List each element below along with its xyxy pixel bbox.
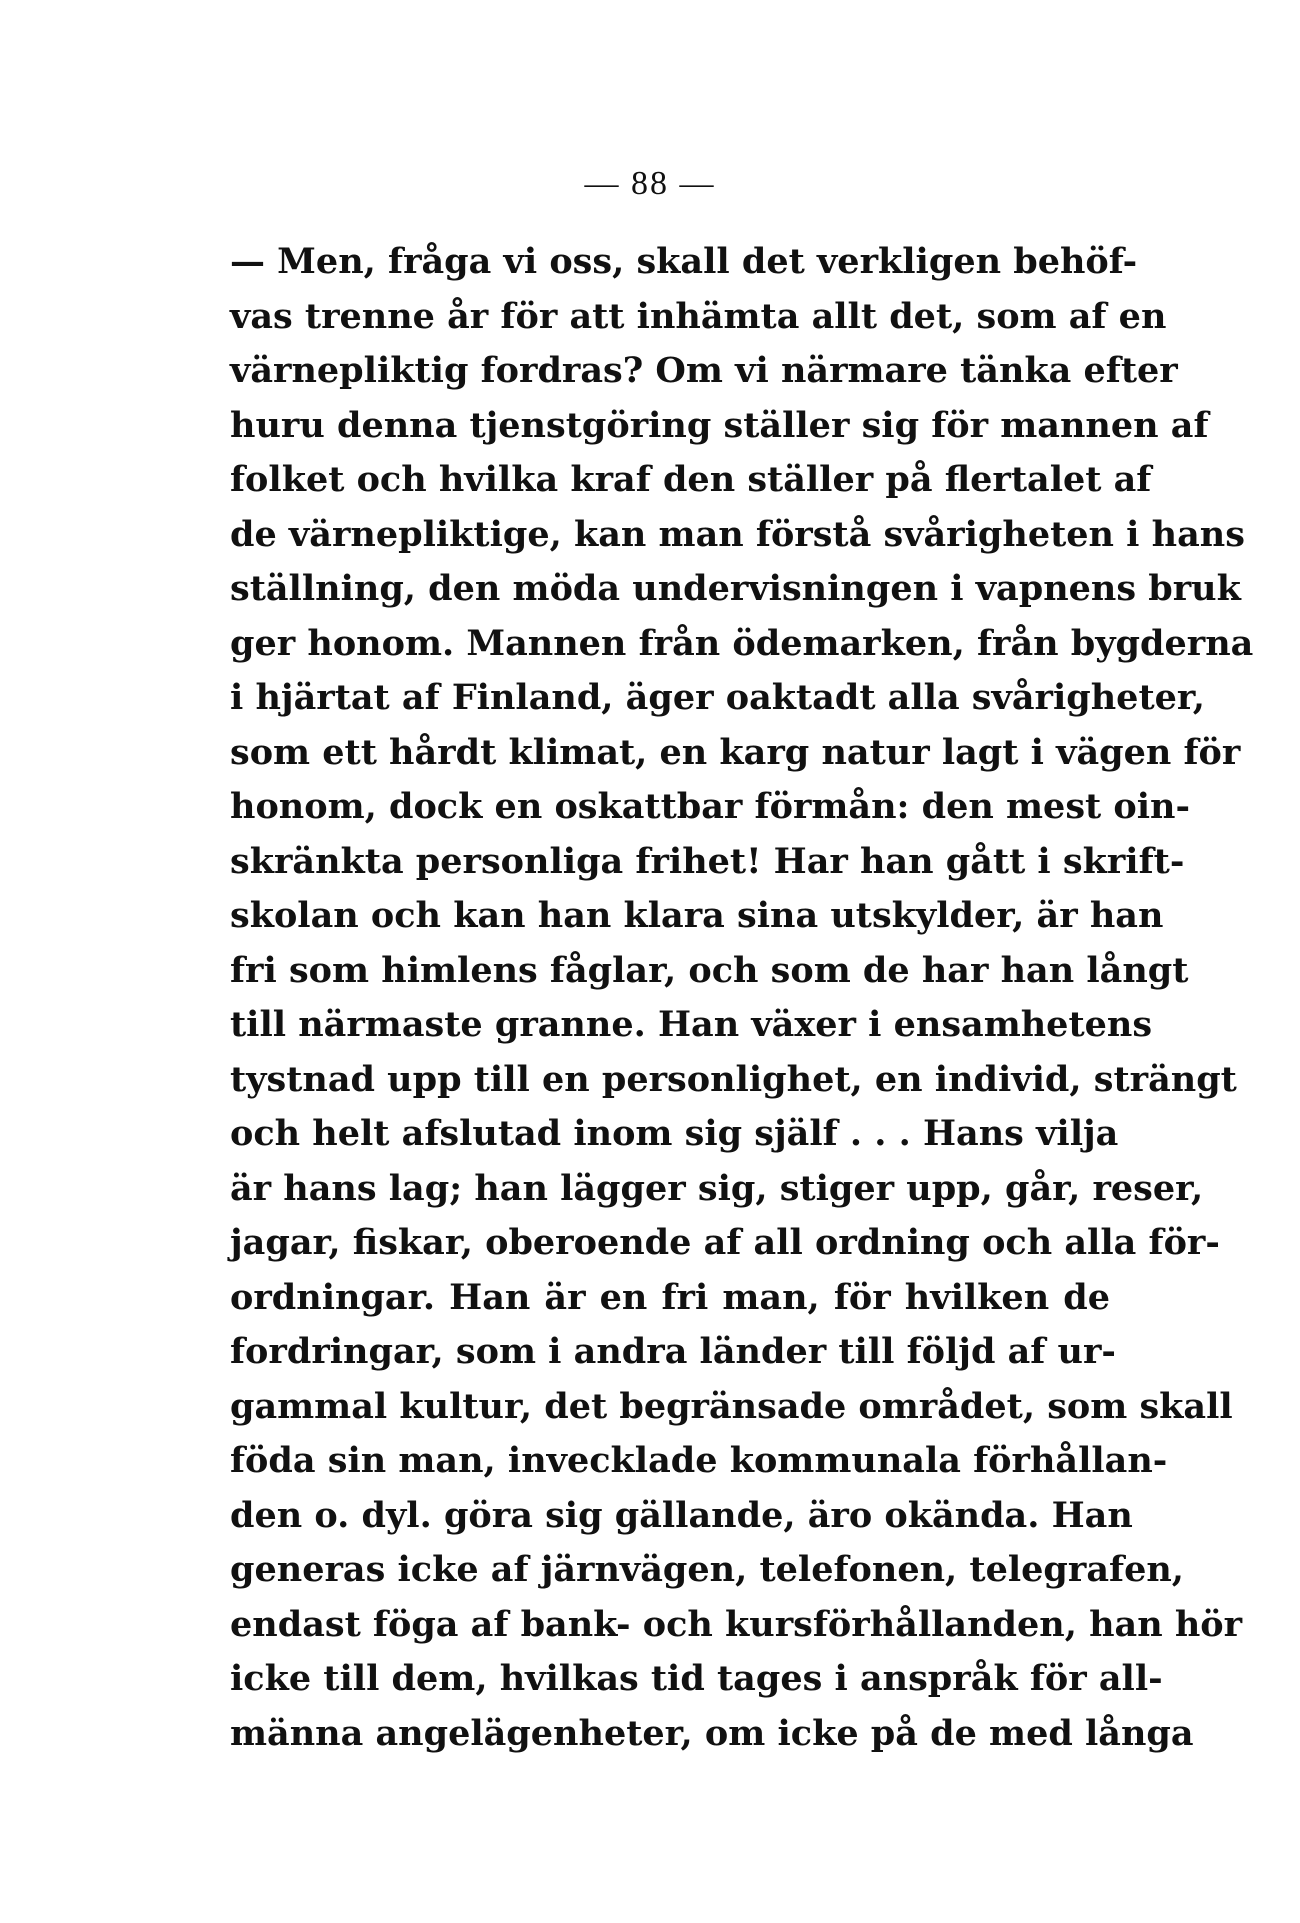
text-line: skränkta personliga frihet! Har han gått i skrift- [230,840,1185,882]
text-line: ställning, den möda undervisningen i vapnens bruk [230,568,1241,609]
text-line: huru denna tjenstgöring ställer sig för mannen af [230,404,1209,446]
text-line: ordningar. Han är en fri man, för hvilken de [230,1276,1110,1318]
text-line: generas icke af järnvägen, telefonen, telegrafen, [230,1549,1184,1590]
page-number: — 88 — [584,165,716,202]
text-line: fordringar, som i andra länder till följd af ur- [230,1331,1116,1372]
text-line: som ett hårdt klimat, en karg natur lagt i vägen för [230,731,1241,773]
text-line: värnepliktig fordras? Om vi närmare tänka efter [230,350,1178,391]
text-line: endast föga af bank- och kursförhållanden, han hör [230,1603,1243,1645]
text-line: fri som himlens fåglar, och som de har han långt [230,949,1189,991]
text-line: är hans lag; han lägger sig, stiger upp, går, reser, [230,1167,1204,1209]
body-text [230,235,1254,1761]
text-line: vas trenne år för att inhämta allt det, som af en [230,295,1167,337]
text-line: föda sin man, invecklade kommunala förhållan- [230,1440,1168,1481]
text-line: och helt afslutad inom sig själf . . . Hans vilja [230,1113,1119,1154]
text-line: den o. dyl. göra sig gällande, äro okända. Han [230,1494,1133,1536]
text-line: tystnad upp till en personlighet, en individ, strängt [230,1058,1237,1100]
text-line: — Men, fråga vi oss, skall det verkligen behöf- [230,241,1138,282]
text-line: ger honom. Mannen från ödemarken, från bygderna [230,622,1254,664]
text-line: icke till dem, hvilkas tid tages i anspråk för all- [230,1658,1163,1699]
text-line: männa angelägenheter, om icke på de med långa [230,1712,1194,1754]
text-line: gammal kultur, det begränsade området, som skall [230,1385,1233,1427]
text-line: i hjärtat af Finland, äger oaktadt alla svårigheter, [230,677,1205,718]
text-line: de värnepliktige, kan man förstå svårigheten i hans [230,513,1245,555]
text-line: folket och hvilka kraf den ställer på flertalet af [230,459,1152,500]
text-line: till närmaste granne. Han växer i ensamhetens [230,1004,1153,1045]
text-line: jagar, fiskar, oberoende af all ordning och alla för- [230,1222,1220,1263]
text-line: honom, dock en oskattbar förmån: den mest oin- [230,786,1190,827]
text-line: skolan och kan han klara sina utskylder, är han [230,895,1164,936]
